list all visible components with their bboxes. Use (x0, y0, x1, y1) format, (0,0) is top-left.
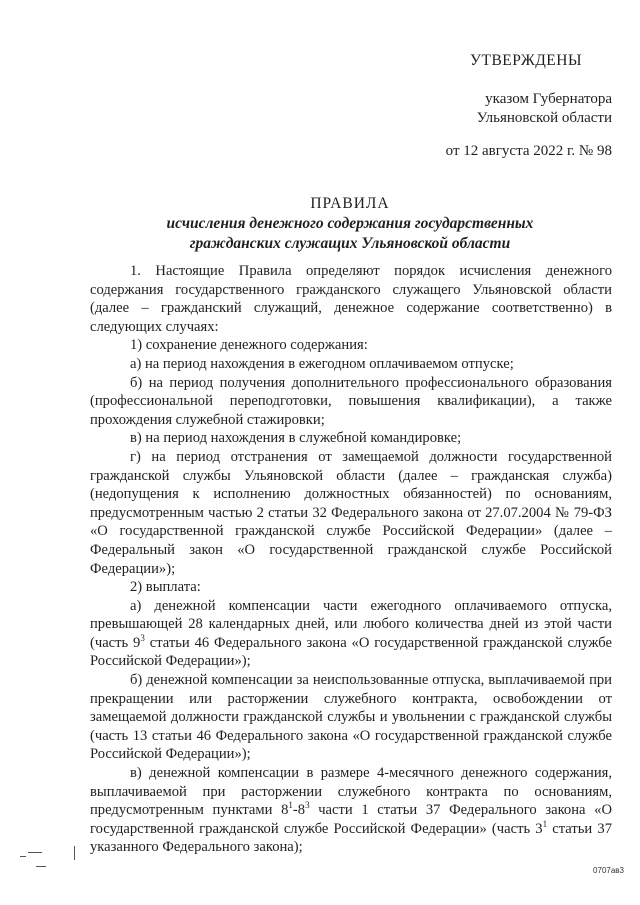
scan-artifact-mark (74, 846, 75, 860)
scan-artifact-mark (20, 856, 26, 857)
title-line-2: исчисления денежного содержания государственных (166, 215, 534, 232)
paragraph-1-item-1b: б) на период получения дополнительного профессионального образования (профессиональной переподготовки, повышения квалификации), а также прохождения служебной стажировки; (90, 374, 612, 428)
document-title (90, 194, 610, 254)
paragraph-1-item-1: 1) сохранение денежного содержания: (130, 337, 368, 354)
document-body (90, 262, 612, 857)
paragraph-1-item-1a: а) на период нахождения в ежегодном оплачиваемом отпуске; (130, 355, 514, 372)
decree-date: от 12 августа 2022 г. № 98 (445, 143, 612, 159)
paragraph-1-item-2a: а) денежной компенсации части ежегодного оплачиваемого отпуска, превышающей 28 календарных дней, или любого количества дней из этой части (часть $9^3$ статьи 46 Федерального закона «О государственной гражданской службе Российской Федерации»); (90, 597, 612, 670)
paragraph-1-item-1d: г) на период отстранения от замещаемой должности государственной гражданской службы Ульяновской области (далее – гражданская служба) (недопущения к исполнению должностных обязанностей) по основаниям, предусмотренным частью 2 статьи 32 Федерального закона от 27.07.2004 № 79-ФЗ «О государственной гражданской службе Российской Федерации» (далее – Федеральный закон «О государственной гражданской службе Российской Федерации»); (90, 448, 612, 577)
title-line-1: ПРАВИЛА (310, 195, 390, 212)
decree-line-2: Ульяновской области (476, 110, 612, 126)
paragraph-1-item-2c: в) денежной компенсации в размере 4-месячного денежного содержания, выплачиваемой при расторжении служебного контракта по основаниям, предусмотренным пунктами $8^1-8^3$ части 1 статьи 37 Федерального закона «О государственной гражданской службе Российской Федерации» (часть $3^1$ статьи 37 указанного Федерального закона); (90, 765, 612, 856)
approved-stamp-text: УТВЕРЖДЕНЫ (470, 52, 582, 69)
title-line-3: гражданских служащих Ульяновской области (189, 235, 511, 252)
document-code: 0707ав3 (593, 866, 624, 875)
paragraph-1-item-2b: б) денежной компенсации за неиспользованные отпуска, выплачиваемой при прекращении или расторжении служебного контракта, освобождении от замещаемой должности гражданской службы и увольнении с гражданской службы (часть 13 статьи 46 Федерального закона «О государственной гражданской службе Российской Федерации»); (90, 672, 612, 763)
decree-line-1: указом Губернатора (485, 91, 612, 107)
scan-artifact-mark (28, 852, 42, 853)
paragraph-1: 1. Настоящие Правила определяют порядок исчисления денежного содержания государственного гражданского служащего Ульяновской области (далее – гражданский служащий, денежное содержание соответственно) в следующих случаях: (90, 263, 612, 335)
scan-artifact-mark (36, 866, 46, 867)
paragraph-1-item-1c: в) на период нахождения в служебной командировке; (130, 430, 462, 447)
decree-reference (412, 90, 612, 128)
paragraph-1-item-2: 2) выплата: (130, 579, 201, 596)
